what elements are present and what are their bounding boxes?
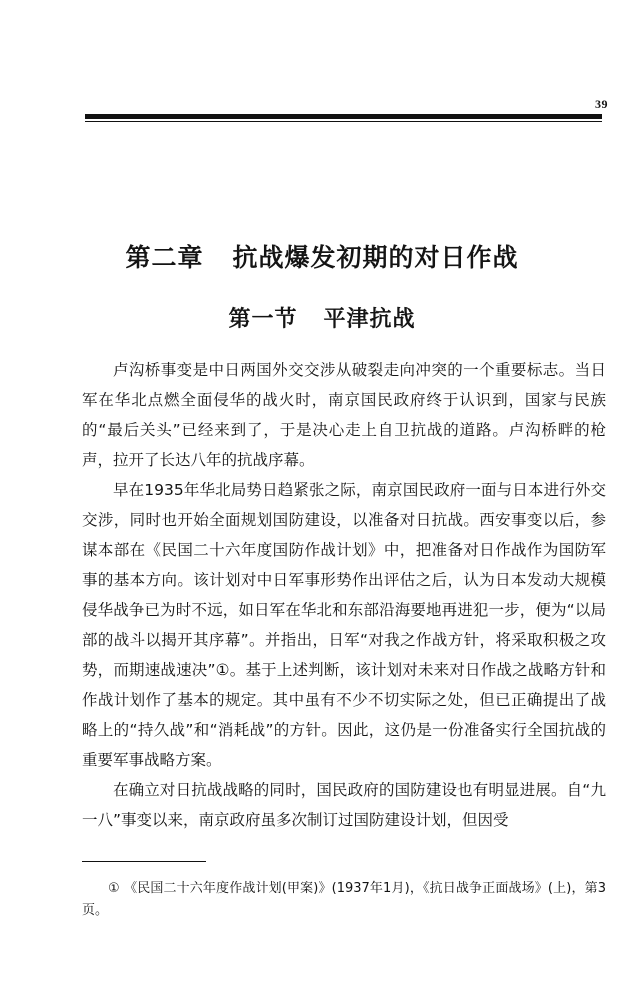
- section-title: 第一节 平津抗战: [228, 307, 416, 332]
- body-text: [82, 355, 606, 835]
- paragraph-1: 卢沟桥事变是中日两国外交交涉从破裂走向冲突的一个重要标志。当日军在华北点燃全面侵华的战火时，南京国民政府终于认识到，国家与民族的“最后关头”已经来到了，于是决心走上自卫抗战的道路。卢沟桥畔的枪声，拉开了长达八年的抗战序幕。: [82, 361, 606, 469]
- footnote-rule: [82, 861, 206, 862]
- header-rule-thick: [85, 114, 602, 119]
- paragraph-3: 在确立对日抗战战略的同时，国民政府的国防建设也有明显进展。自“九一八”事变以来，南京政府虽多次制订过国防建设计划，但因受: [82, 781, 606, 829]
- page-number: 39: [595, 97, 608, 111]
- footnote: ① 《民国二十六年度作战计划(甲案)》(1937年1月)，《抗日战争正面战场》(上)，第3页。: [82, 881, 607, 918]
- header-rule-thin: [85, 121, 602, 122]
- paragraph-2: 早在1935年华北局势日趋紧张之际，南京国民政府一面与日本进行外交交涉，同时也开始全面规划国防建设，以准备对日抗战。西安事变以后，参谋本部在《民国二十六年度国防作战计划》中，把准备对日作战作为国防军事的基本方向。该计划对中日军事形势作出评估之后，认为日本发动大规模侵华战争已为时不远，如日军在华北和东部沿海要地再进犯一步，便为“以局部的战斗以揭开其序幕”。并指出，日军“对我之作战方针，将采取积极之攻势，而期速战速决”①。基于上述判断，该计划对未来对日作战之战略方针和作战计划作了基本的规定。其中虽有不少不切实际之处，但已正确提出了战略上的“持久战”和“消耗战”的方针。因此，这仍是一份准备实行全国抗战的重要军事战略方案。: [82, 481, 606, 769]
- chapter-title: 第二章 抗战爆发初期的对日作战: [125, 243, 519, 272]
